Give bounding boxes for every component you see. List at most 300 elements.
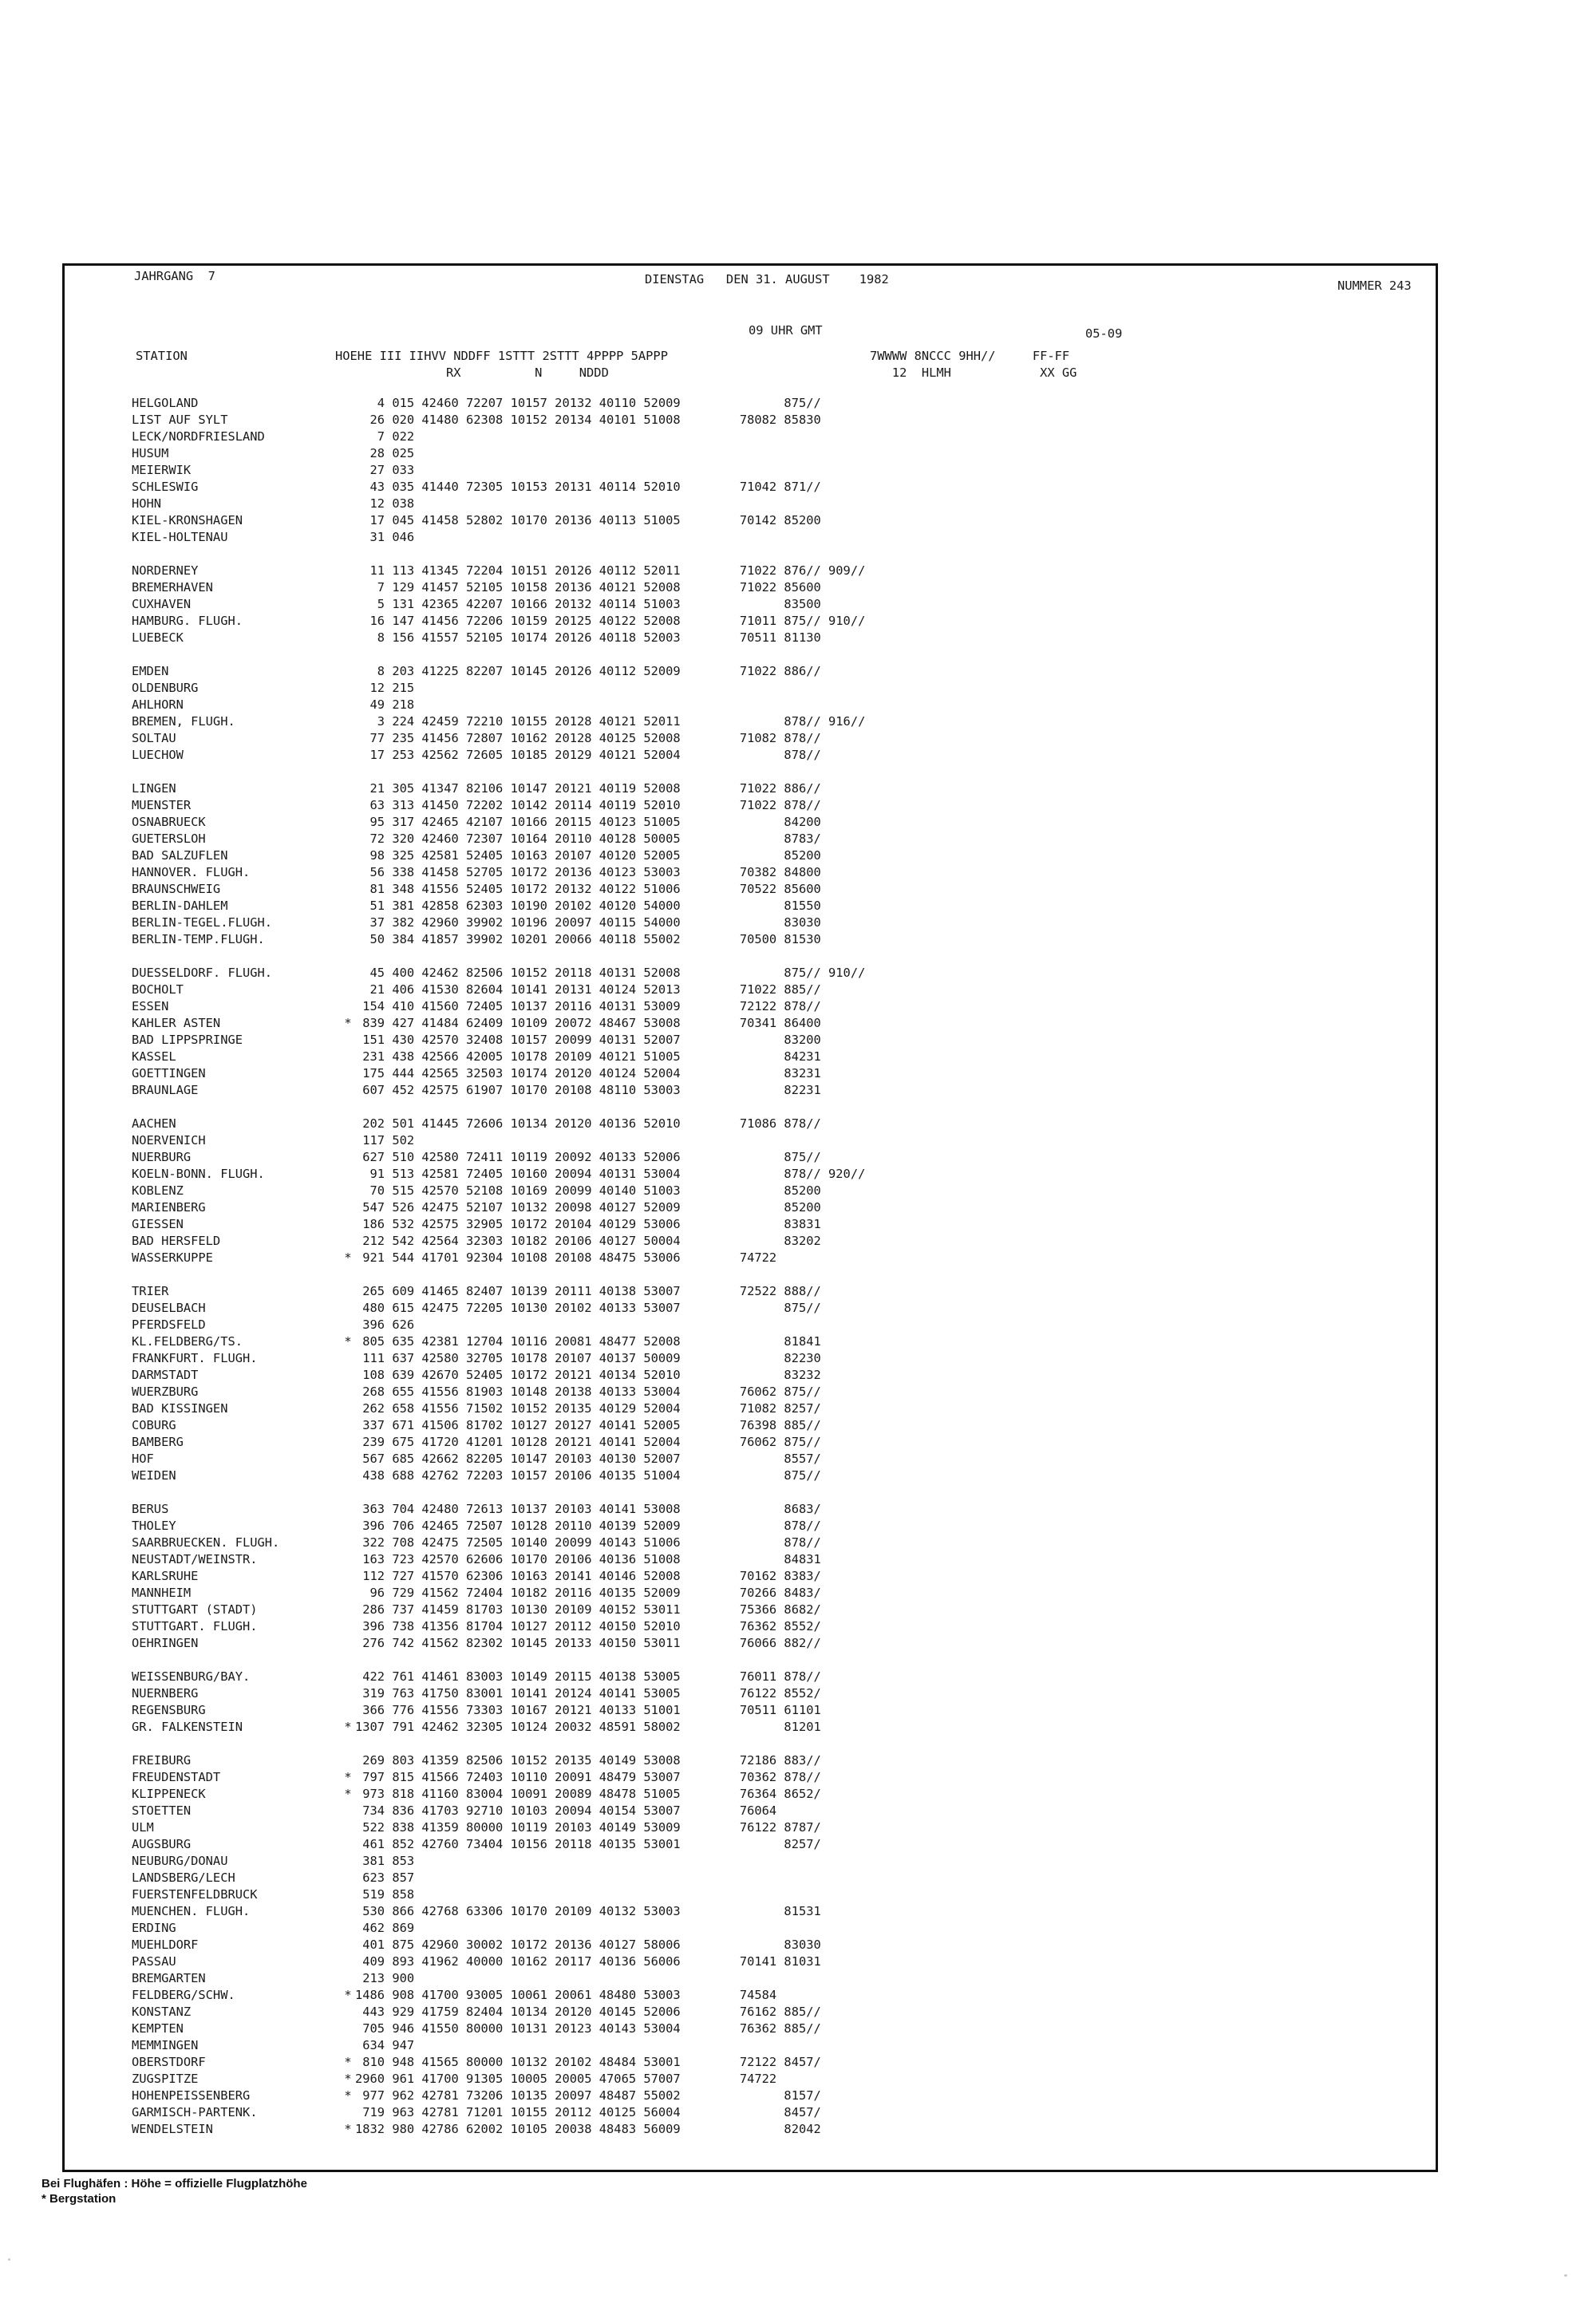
station-name: DUESSELDORF. FLUGH. (132, 966, 273, 980)
observation-values: 627 510 42580 72411 10119 20092 40133 52006 875// (355, 1150, 821, 1164)
observation-values: 31 046 (355, 530, 415, 544)
observation-values: 262 658 41556 71502 10152 20135 40129 52004 71082 8257/ (355, 1401, 821, 1416)
observation-values: 96 729 41562 72404 10182 20116 40135 52009 70266 8483/ (355, 1586, 821, 1600)
table-row (132, 596, 865, 613)
observation-values: 797 815 41566 72403 10110 20091 48479 53007 70362 878// (355, 1770, 821, 1784)
table-row (132, 445, 865, 462)
table-row (132, 730, 865, 747)
station-name: EMDEN (132, 664, 169, 678)
observation-values: 163 723 42570 62606 10170 20106 40136 51008 84831 (355, 1552, 821, 1566)
table-row (132, 1618, 865, 1635)
table-row (132, 965, 865, 982)
table-row (132, 412, 865, 429)
observation-values: 63 313 41450 72202 10142 20114 40119 52010 71022 878// (355, 798, 821, 812)
table-row (132, 1953, 865, 1970)
station-name: BAD HERSFELD (132, 1234, 221, 1248)
table-row (132, 1400, 865, 1417)
observation-time: 09 UHR GMT (749, 323, 823, 338)
observation-values: 265 609 41465 82407 10139 20111 40138 53007 72522 888// (355, 1284, 821, 1298)
station-name: MUEHLDORF (132, 1938, 199, 1952)
station-name: BREMGARTEN (132, 1971, 206, 1985)
station-name: BOCHOLT (132, 982, 184, 997)
mountain-station-marker: * (344, 2072, 352, 2086)
table-row (132, 1819, 865, 1836)
table-row (132, 2104, 865, 2121)
table-row (132, 1183, 865, 1199)
scan-speck (8, 2258, 10, 2261)
observation-values: 363 704 42480 72613 10137 20103 40141 53008 8683/ (355, 1502, 821, 1516)
table-row (132, 2054, 865, 2071)
table-row (132, 1702, 865, 1719)
station-name: KLIPPENECK (132, 1787, 206, 1801)
mountain-station-marker: * (344, 1720, 352, 1734)
table-row (132, 1082, 865, 1099)
data-column-header: HOEHE III IIHVV NDDFF 1STTT 2STTT 4PPPP 5APPP (335, 349, 668, 363)
station-name: AHLHORN (132, 697, 184, 712)
station-name: STUTTGART. FLUGH. (132, 1619, 258, 1633)
observation-values: 810 948 41565 80000 10132 20102 48484 53001 72122 8457/ (355, 2055, 821, 2069)
station-name: WUERZBURG (132, 1385, 199, 1399)
station-name: BRAUNLAGE (132, 1083, 199, 1097)
station-name: LUEBECK (132, 630, 184, 645)
station-name: GOETTINGEN (132, 1066, 206, 1080)
table-row (132, 1049, 865, 1065)
table-row (132, 429, 865, 445)
table-row (132, 1803, 865, 1819)
observation-values: 37 382 42960 39902 10196 20097 40115 54000 83030 (355, 915, 821, 930)
station-group (132, 1501, 865, 1652)
station-name: REGENSBURG (132, 1703, 206, 1717)
jahrgang-label: JAHRGANG 7 (134, 269, 215, 283)
station-name: HUSUM (132, 446, 169, 460)
observation-values: 396 626 (355, 1317, 415, 1332)
station-name: FRANKFURT. FLUGH. (132, 1351, 258, 1365)
observation-values: 366 776 41556 73303 10167 20121 40133 51001 70511 61101 (355, 1703, 821, 1717)
station-group (132, 1283, 865, 1484)
station-name: FREUDENSTADT (132, 1770, 221, 1784)
table-row (132, 1585, 865, 1602)
station-name: FELDBERG/SCHW. (132, 1988, 235, 2002)
table-row (132, 1367, 865, 1384)
table-row (132, 663, 865, 680)
table-row (132, 931, 865, 948)
observation-values: 381 853 (355, 1854, 415, 1868)
station-name: KONSTANZ (132, 2005, 192, 2019)
table-row (132, 2121, 865, 2138)
observation-values: 734 836 41703 92710 10103 20094 40154 53007 76064 (355, 1803, 777, 1818)
table-row (132, 1283, 865, 1300)
table-row (132, 1937, 865, 1953)
table-row (132, 1451, 865, 1468)
table-row (132, 1132, 865, 1149)
station-name: TRIER (132, 1284, 169, 1298)
observation-values: 202 501 41445 72606 10134 20120 40136 52010 71086 878// (355, 1116, 821, 1131)
table-row (132, 680, 865, 697)
station-name: BREMEN, FLUGH. (132, 714, 235, 729)
mountain-station-marker: * (344, 1250, 352, 1265)
observation-values: 3 224 42459 72210 10155 20128 40121 52011 878// 916// (355, 714, 866, 729)
table-row (132, 1032, 865, 1049)
observation-values: 21 406 41530 82604 10141 20131 40124 52013 71022 885// (355, 982, 821, 997)
station-group (132, 563, 865, 646)
table-row (132, 462, 865, 479)
observation-values: 21 305 41347 82106 10147 20121 40119 52008 71022 886// (355, 781, 821, 796)
table-row (132, 2071, 865, 2088)
observation-values: 4 015 42460 72207 10157 20132 40110 52009 875// (355, 396, 821, 410)
observation-values: 45 400 42462 82506 10152 20118 40131 52008 875// 910// (355, 966, 866, 980)
table-row (132, 1250, 865, 1266)
station-name: MEMMINGEN (132, 2038, 199, 2052)
observation-values: 26 020 41480 62308 10152 20134 40101 51008 78082 85830 (355, 413, 821, 427)
observation-values: 231 438 42566 42005 10178 20109 40121 51005 84231 (355, 1049, 821, 1064)
table-row (132, 1015, 865, 1032)
station-name: BERLIN-TEGEL.FLUGH. (132, 915, 273, 930)
table-row (132, 1116, 865, 1132)
table-row (132, 1300, 865, 1317)
table-row (132, 864, 865, 881)
observation-values: 921 544 41701 92304 10108 20108 48475 53006 74722 (355, 1250, 777, 1265)
station-name: DARMSTADT (132, 1368, 199, 1382)
observation-values: 12 038 (355, 496, 415, 511)
station-name: LIST AUF SYLT (132, 413, 228, 427)
observation-values: 17 045 41458 52802 10170 20136 40113 51005 70142 85200 (355, 513, 821, 527)
table-row (132, 1602, 865, 1618)
table-row (132, 1434, 865, 1451)
station-name: HELGOLAND (132, 396, 199, 410)
observation-values: 705 946 41550 80000 10131 20123 40143 53004 76362 885// (355, 2021, 821, 2036)
station-name: PASSAU (132, 1954, 176, 1969)
table-row (132, 2037, 865, 2054)
station-name: NEUSTADT/WEINSTR. (132, 1552, 258, 1566)
station-name: GARMISCH-PARTENK. (132, 2105, 258, 2119)
observation-values: 8 156 41557 52105 10174 20126 40118 52003 70511 81130 (355, 630, 821, 645)
station-name: WASSERKUPPE (132, 1250, 213, 1265)
station-name: SCHLESWIG (132, 480, 199, 494)
station-name: MARIENBERG (132, 1200, 206, 1215)
table-row (132, 914, 865, 931)
table-row (132, 697, 865, 713)
table-row (132, 1987, 865, 2004)
observation-values: 567 685 42662 82205 10147 20103 40130 52007 8557/ (355, 1452, 821, 1466)
station-name: ULM (132, 1820, 154, 1835)
observation-values: 462 869 (355, 1921, 415, 1935)
station-name: OBERSTDORF (132, 2055, 206, 2069)
station-group (132, 663, 865, 764)
table-row (132, 1233, 865, 1250)
observation-values: 27 033 (355, 463, 415, 477)
table-row (132, 881, 865, 898)
station-name: THOLEY (132, 1519, 176, 1533)
table-row (132, 529, 865, 546)
station-group (132, 1116, 865, 1266)
station-name: KIEL-KRONSHAGEN (132, 513, 243, 527)
observation-values: 28 025 (355, 446, 415, 460)
observation-values: 2960 961 41700 91305 10005 20005 47065 57007 74722 (355, 2072, 777, 2086)
station-name: AACHEN (132, 1116, 176, 1131)
table-row (132, 1166, 865, 1183)
table-row (132, 1199, 865, 1216)
observation-values: 401 875 42960 30002 10172 20136 40127 58006 83030 (355, 1938, 821, 1952)
station-name: BERLIN-DAHLEM (132, 899, 228, 913)
station-name: GIESSEN (132, 1217, 184, 1231)
mountain-station-marker: * (344, 1770, 352, 1784)
footnote-mountain-station: * Bergstation (41, 2192, 117, 2206)
table-row (132, 898, 865, 914)
observation-values: 72 320 42460 72307 10164 20110 40128 50005 8783/ (355, 832, 821, 846)
observation-values: 805 635 42381 12704 10116 20081 48477 52008 81841 (355, 1334, 821, 1349)
table-row (132, 1350, 865, 1367)
station-name: AUGSBURG (132, 1837, 192, 1851)
table-row (132, 982, 865, 998)
station-name: SAARBRUECKEN. FLUGH. (132, 1535, 280, 1550)
station-name: BAD SALZUFLEN (132, 848, 228, 863)
station-name: OLDENBURG (132, 681, 199, 695)
table-row (132, 1903, 865, 1920)
station-name: ESSEN (132, 999, 169, 1013)
station-name: KOBLENZ (132, 1183, 184, 1198)
table-row (132, 1317, 865, 1333)
observation-values: 322 708 42475 72505 10140 20099 40143 51006 878// (355, 1535, 821, 1550)
station-name: PFERDSFELD (132, 1317, 206, 1332)
station-name: LANDSBERG/LECH (132, 1870, 235, 1885)
table-row (132, 1769, 865, 1786)
station-name: SOLTAU (132, 731, 176, 745)
station-name: BAMBERG (132, 1435, 184, 1449)
observation-values: 269 803 41359 82506 10152 20135 40149 53008 72186 883// (355, 1753, 821, 1768)
mountain-station-marker: * (344, 1334, 352, 1349)
table-row (132, 1518, 865, 1535)
station-name: HOHN (132, 496, 162, 511)
observation-values: 409 893 41962 40000 10162 20117 40136 56006 70141 81031 (355, 1954, 821, 1969)
observation-values: 443 929 41759 82404 10134 20120 40145 52006 76162 885// (355, 2005, 821, 2019)
station-name: COBURG (132, 1418, 176, 1432)
observation-values: 522 838 41359 80000 10119 20103 40149 53009 76122 8787/ (355, 1820, 821, 1835)
table-row (132, 814, 865, 831)
station-name: KARLSRUHE (132, 1569, 199, 1583)
mountain-station-marker: * (344, 2088, 352, 2103)
table-row (132, 1568, 865, 1585)
station-name: NEUBURG/DONAU (132, 1854, 228, 1868)
mountain-station-marker: * (344, 1988, 352, 2002)
observation-values: 461 852 42760 73404 10156 20118 40135 53001 8257/ (355, 1837, 821, 1851)
observation-values: 98 325 42581 52405 10163 20107 40120 52005 85200 (355, 848, 821, 863)
data-column-subheader: RX N NDDD (335, 365, 609, 380)
station-name: NOERVENICH (132, 1133, 206, 1148)
observation-values: 7 129 41457 52105 10158 20136 40121 52008 71022 85600 (355, 580, 821, 595)
observation-values: 239 675 41720 41201 10128 20121 40141 52004 76062 875// (355, 1435, 821, 1449)
station-name: NUERNBERG (132, 1686, 199, 1701)
table-row (132, 1920, 865, 1937)
table-row (132, 579, 865, 596)
station-name: HANNOVER. FLUGH. (132, 865, 251, 879)
table-row (132, 1786, 865, 1803)
observation-values: 977 962 42781 73206 10135 20097 48487 55002 8157/ (355, 2088, 821, 2103)
table-row (132, 713, 865, 730)
table-row (132, 1752, 865, 1769)
station-name: OSNABRUECK (132, 815, 206, 829)
table-row (132, 1669, 865, 1685)
station-name: BREMERHAVEN (132, 580, 213, 595)
observation-values: 1486 908 41700 93005 10061 20061 48480 53003 74584 (355, 1988, 777, 2002)
observation-values: 396 738 41356 81704 10127 20112 40150 52010 76362 8552/ (355, 1619, 821, 1633)
station-name: WENDELSTEIN (132, 2122, 213, 2136)
station-name: FREIBURG (132, 1753, 192, 1768)
observation-values: 547 526 42475 52107 10132 20098 40127 52009 85200 (355, 1200, 821, 1215)
date-label: DIENSTAG DEN 31. AUGUST 1982 (645, 272, 889, 286)
scan-speck (1564, 2274, 1567, 2277)
observation-values: 634 947 (355, 2038, 415, 2052)
station-name: BRAUNSCHWEIG (132, 882, 221, 896)
station-name: ZUGSPITZE (132, 2072, 199, 2086)
table-row (132, 1970, 865, 1987)
station-name: GUETERSLOH (132, 832, 206, 846)
station-name: STUTTGART (STADT) (132, 1602, 258, 1617)
observation-values: 8 203 41225 82207 10145 20126 40112 52009 71022 886// (355, 664, 821, 678)
station-name: LUECHOW (132, 748, 184, 762)
table-row (132, 1635, 865, 1652)
station-name: HOF (132, 1452, 154, 1466)
table-row (132, 1065, 865, 1082)
station-name: DEUSELBACH (132, 1301, 206, 1315)
table-row (132, 1535, 865, 1551)
observation-values: 480 615 42475 72205 10130 20102 40133 53007 875// (355, 1301, 821, 1315)
station-name: MUENCHEN. FLUGH. (132, 1904, 251, 1918)
station-name: ERDING (132, 1921, 176, 1935)
observation-values: 175 444 42565 32503 10174 20120 40124 52004 83231 (355, 1066, 821, 1080)
observation-values: 70 515 42570 52108 10169 20099 40140 51003 85200 (355, 1183, 821, 1198)
station-name: MUENSTER (132, 798, 192, 812)
station-name: FUERSTENFELDBRUCK (132, 1887, 258, 1902)
mountain-station-marker: * (344, 2122, 352, 2136)
observation-values: 43 035 41440 72305 10153 20131 40114 52010 71042 871// (355, 480, 821, 494)
observation-values: 438 688 42762 72203 10157 20106 40135 51004 875// (355, 1468, 821, 1483)
observation-values: 5 131 42365 42207 10166 20132 40114 51003 83500 (355, 597, 821, 611)
observation-values: 95 317 42465 42107 10166 20115 40123 51005 84200 (355, 815, 821, 829)
station-name: BAD LIPPSPRINGE (132, 1033, 243, 1047)
table-row (132, 2004, 865, 2021)
observation-values: 108 639 42670 52405 10172 20121 40134 52010 83232 (355, 1368, 821, 1382)
station-name: MEIERWIK (132, 463, 192, 477)
station-name: BERLIN-TEMP.FLUGH. (132, 932, 265, 946)
station-name: HOHENPEISSENBERG (132, 2088, 251, 2103)
issue-number: NUMMER 243 (1337, 278, 1412, 293)
observation-values: 186 532 42575 32905 10172 20104 40129 53006 83831 (355, 1217, 821, 1231)
table-row (132, 2021, 865, 2037)
observation-values: 973 818 41160 83004 10091 20089 48478 51005 76364 8652/ (355, 1787, 821, 1801)
observation-values: 519 858 (355, 1887, 415, 1902)
observation-values: 49 218 (355, 697, 415, 712)
table-row (132, 1870, 865, 1886)
table-row (132, 1417, 865, 1434)
station-name: HAMBURG. FLUGH. (132, 614, 243, 628)
station-name: CUXHAVEN (132, 597, 192, 611)
station-name: NUERBURG (132, 1150, 192, 1164)
station-name: STOETTEN (132, 1803, 192, 1818)
observation-values: 12 215 (355, 681, 415, 695)
station-name: KL.FELDBERG/TS. (132, 1334, 243, 1349)
table-row (132, 1216, 865, 1233)
station-name: WEISSENBURG/BAY. (132, 1669, 251, 1684)
table-row (132, 479, 865, 496)
footnote-airports: Bei Flughäfen : Höhe = offizielle Flugplatzhöhe (41, 2177, 307, 2190)
observation-values: 16 147 41456 72206 10159 20125 40122 52008 71011 875// 910// (355, 614, 866, 628)
observation-values: 51 381 42858 62303 10190 20102 40120 54000 81550 (355, 899, 821, 913)
observation-values: 151 430 42570 32408 10157 20099 40131 52007 83200 (355, 1033, 821, 1047)
station-name: KEMPTEN (132, 2021, 184, 2036)
station-name: KOELN-BONN. FLUGH. (132, 1167, 265, 1181)
table-row (132, 496, 865, 512)
table-row (132, 797, 865, 814)
observation-values: 1832 980 42786 62002 10105 20038 48483 56009 82042 (355, 2122, 821, 2136)
observation-values: 212 542 42564 32303 10182 20106 40127 50004 83202 (355, 1234, 821, 1248)
table-row (132, 780, 865, 797)
station-name: MANNHEIM (132, 1586, 192, 1600)
table-row (132, 847, 865, 864)
station-name: LECK/NORDFRIESLAND (132, 429, 265, 444)
station-name: KIEL-HOLTENAU (132, 530, 228, 544)
table-row (132, 1384, 865, 1400)
station-group (132, 1669, 865, 1736)
table-row (132, 1836, 865, 1853)
mountain-station-marker: * (344, 2055, 352, 2069)
observation-values: 112 727 41570 62306 10163 20141 40146 52008 70162 8383/ (355, 1569, 821, 1583)
station-name: KAHLER ASTEN (132, 1016, 221, 1030)
station-name: WEIDEN (132, 1468, 176, 1483)
station-table (132, 395, 865, 2155)
station-name: BERUS (132, 1502, 169, 1516)
station-group (132, 395, 865, 546)
observation-values: 11 113 41345 72204 10151 20126 40112 52011 71022 876// 909// (355, 563, 866, 578)
station-name: OEHRINGEN (132, 1636, 199, 1650)
observation-values: 719 963 42781 71201 10155 20112 40125 56004 8457/ (355, 2105, 821, 2119)
observation-values: 17 253 42562 72605 10185 20129 40121 52004 878// (355, 748, 821, 762)
observation-values: 319 763 41750 83001 10141 20124 40141 53005 76122 8552/ (355, 1686, 821, 1701)
observation-values: 56 338 41458 52705 10172 20136 40123 53003 70382 84800 (355, 865, 821, 879)
time-range: 05-09 (1085, 326, 1123, 341)
observation-values: 1307 791 42462 32305 10124 20032 48591 58002 81201 (355, 1720, 821, 1734)
table-row (132, 1149, 865, 1166)
table-row (132, 1719, 865, 1736)
table-row (132, 1551, 865, 1568)
observation-values: 81 348 41556 52405 10172 20132 40122 51006 70522 85600 (355, 882, 821, 896)
table-row (132, 395, 865, 412)
station-column-header: STATION (136, 349, 188, 363)
observation-values: 839 427 41484 62409 10109 20072 48467 53008 70341 86400 (355, 1016, 821, 1030)
station-name: GR. FALKENSTEIN (132, 1720, 243, 1734)
table-row (132, 613, 865, 630)
table-row (132, 747, 865, 764)
observation-values: 91 513 42581 72405 10160 20094 40131 53004 878// 920// (355, 1167, 866, 1181)
observation-values: 623 857 (355, 1870, 415, 1885)
station-name: KASSEL (132, 1049, 176, 1064)
observation-values: 396 706 42465 72507 10128 20110 40139 52009 878// (355, 1519, 821, 1533)
observation-values: 213 900 (355, 1971, 415, 1985)
observation-values: 607 452 42575 61907 10170 20108 48110 53003 82231 (355, 1083, 821, 1097)
observation-values: 111 637 42580 32705 10178 20107 40137 50009 82230 (355, 1351, 821, 1365)
station-group (132, 1752, 865, 2138)
station-name: BAD KISSINGEN (132, 1401, 228, 1416)
station-name: LINGEN (132, 781, 176, 796)
extra-column-subheader: 12 HLMH XX GG (870, 365, 1077, 380)
observation-values: 50 384 41857 39902 10201 20066 40118 55002 70500 81530 (355, 932, 821, 946)
observation-values: 530 866 42768 63306 10170 20109 40132 53003 81531 (355, 1904, 821, 1918)
table-row (132, 1333, 865, 1350)
station-name: NORDERNEY (132, 563, 199, 578)
table-row (132, 512, 865, 529)
observation-values: 286 737 41459 81703 10130 20109 40152 53011 75366 8682/ (355, 1602, 821, 1617)
table-row (132, 1501, 865, 1518)
observation-values: 154 410 41560 72405 10137 20116 40131 53009 72122 878// (355, 999, 821, 1013)
